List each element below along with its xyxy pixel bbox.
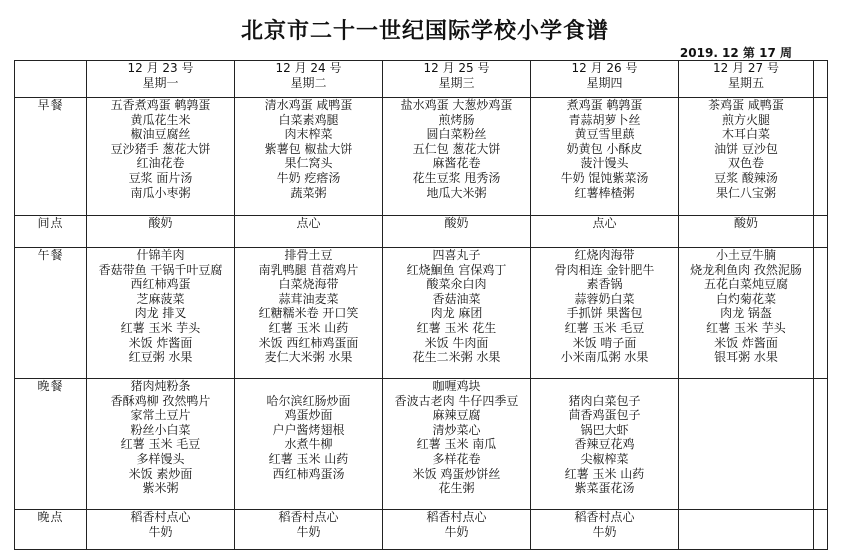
dish-line: 麻辣豆腐 (432, 408, 481, 423)
day-weekday: 星期一 (142, 76, 179, 90)
menu-cell (383, 379, 531, 510)
meal-label: 晚点 (15, 510, 87, 550)
dish-line: 红薯 玉米 芋头 (120, 320, 201, 335)
dish-line: 南乳鸭腿 苜蓿鸡片 (258, 262, 359, 277)
day-weekday: 星期二 (290, 76, 327, 90)
dish-line: 小米南瓜粥 水果 (560, 350, 649, 365)
dish-line (531, 379, 678, 394)
dish-line: 香波古老肉 牛仔四季豆 (394, 393, 519, 408)
dish-line: 粉丝小白菜 (130, 422, 191, 437)
day-header (235, 61, 383, 98)
dish-line: 水煮牛柳 (284, 437, 333, 452)
dish-line: 黄瓜花生米 (130, 112, 191, 127)
dish-line: 红薯 玉米 山药 (268, 320, 349, 335)
dish-line: 茶鸡蛋 咸鸭蛋 (708, 98, 784, 112)
dish-line: 香辣豆花鸡 (574, 437, 635, 452)
dish-line: 肉末榨菜 (284, 127, 333, 142)
dish-line: 家常土豆片 (130, 408, 191, 423)
meal-label: 晚餐 (15, 379, 87, 510)
dish-line: 红薯 玉米 芋头 (706, 320, 786, 335)
menu-cell (383, 248, 531, 379)
meal-row (15, 98, 828, 216)
dish-line: 牛奶 (592, 524, 617, 539)
dish-line: 麻酱花卷 (432, 156, 481, 171)
edge-cell (814, 61, 828, 98)
dish-line: 红糖糯米卷 开口笑 (258, 306, 359, 321)
dish-line: 蒜茸油麦菜 (278, 291, 339, 306)
dish-line: 稻香村点心 (278, 510, 339, 524)
menu-cell: 酸奶 (679, 216, 814, 248)
dish-line: 红豆粥 水果 (128, 350, 193, 365)
menu-cell (87, 510, 235, 550)
dish-line: 米饭 啃子面 (572, 335, 637, 350)
dish-line: 银耳粥 水果 (714, 350, 778, 365)
menu-cell (679, 98, 814, 216)
dish-line: 花生豆浆 甩秀汤 (412, 170, 501, 185)
dish-line: 烧龙利鱼肉 孜然泥肠 (690, 262, 802, 277)
dish-line: 豆浆 面片汤 (128, 170, 193, 185)
meal-row (15, 510, 828, 550)
dish-line: 双色卷 (727, 156, 764, 171)
menu-cell (235, 98, 383, 216)
dish-line: 哈尔滨红肠炒面 (266, 393, 351, 408)
dish-line: 米饭 炸酱面 (714, 335, 778, 350)
menu-cell: 酸奶 (383, 216, 531, 248)
dish-line: 果仁窝头 (284, 156, 333, 171)
dish-line (235, 481, 382, 496)
dish-line: 米饭 素炒面 (128, 466, 193, 481)
meal-row (15, 216, 828, 248)
day-header (679, 61, 814, 98)
dish-line: 蔬菜粥 (290, 185, 327, 200)
dish-line: 多样馒头 (136, 451, 185, 466)
dish-line: 红薯棒楂粥 (574, 185, 635, 200)
dish-line: 米饭 炸酱面 (128, 335, 193, 350)
dish-line: 牛奶 馄饨紫菜汤 (560, 170, 649, 185)
dish-line: 清水鸡蛋 咸鸭蛋 (264, 98, 353, 112)
dish-line: 芝麻菠菜 (136, 291, 185, 306)
day-date: 12 月 27 号 (713, 61, 779, 75)
week-period: 2019. 12 第 17 周 (679, 46, 792, 60)
menu-cell (235, 248, 383, 379)
edge-cell (814, 379, 828, 510)
dish-line: 花生二米粥 水果 (412, 350, 501, 365)
dish-line: 肉龙 排叉 (134, 306, 187, 321)
menu-cell (87, 98, 235, 216)
dish-line: 稻香村点心 (574, 510, 635, 524)
dish-line: 咖喱鸡块 (432, 379, 481, 393)
dish-line: 茴香鸡蛋包子 (568, 408, 641, 423)
dish-line: 白灼菊花菜 (715, 291, 776, 306)
dish-line: 稻香村点心 (426, 510, 487, 524)
dish-line: 户户酱烤翅根 (272, 422, 345, 437)
edge-cell (814, 216, 828, 248)
dish-line: 煮鸡蛋 鹌鹑蛋 (566, 98, 643, 112)
dish-line: 奶黄包 小酥皮 (566, 141, 643, 156)
dish-line: 五花白菜炖豆腐 (703, 277, 788, 292)
dish-line: 尖椒榨菜 (580, 451, 629, 466)
dish-line: 红油花卷 (136, 156, 185, 171)
dish-line: 紫米粥 (142, 481, 179, 496)
menu-title: 北京市二十一世纪国际学校小学食谱 (240, 19, 609, 44)
dish-line: 菠汁馒头 (580, 156, 629, 171)
menu-cell (679, 248, 814, 379)
dish-line: 四喜丸子 (432, 248, 481, 262)
meal-label: 早餐 (15, 98, 87, 216)
dish-line: 麦仁大米粥 水果 (264, 350, 353, 365)
meal-label: 间点 (15, 216, 87, 248)
meal-label: 午餐 (15, 248, 87, 379)
dish-line: 猪肉炖粉条 (130, 379, 191, 393)
menu-cell: 酸奶 (87, 216, 235, 248)
dish-line: 牛奶 (444, 524, 469, 539)
dish-line: 稻香村点心 (130, 510, 191, 524)
dish-line: 椒油豆腐丝 (130, 127, 191, 142)
dish-line: 香菇油菜 (432, 291, 481, 306)
dish-line: 煎方火腿 (721, 112, 770, 127)
corner-cell (15, 61, 87, 98)
dish-line: 肉龙 锅盔 (720, 306, 772, 321)
dish-line: 蒜蓉奶白菜 (574, 291, 635, 306)
dish-line: 红烧鮰鱼 宫保鸡丁 (406, 262, 507, 277)
dish-line: 米饭 鸡蛋炒饼丝 (412, 466, 501, 481)
dish-line: 花生粥 (438, 481, 475, 496)
dish-line: 香菇带鱼 干锅千叶豆腐 (98, 262, 223, 277)
edge-cell (814, 98, 828, 216)
menu-cell (531, 379, 679, 510)
dish-line: 紫菜蛋花汤 (574, 481, 635, 496)
dish-line: 鸡蛋炒面 (284, 408, 333, 423)
menu-cell (87, 379, 235, 510)
dish-line: 青蒜胡萝卜丝 (568, 112, 641, 127)
day-header (87, 61, 235, 98)
day-weekday: 星期三 (438, 76, 475, 90)
menu-cell: 点心 (531, 216, 679, 248)
dish-line: 西红柿鸡蛋 (130, 277, 191, 292)
dish-line: 手抓饼 果酱包 (566, 306, 643, 321)
dish-line: 地瓜大米粥 (426, 185, 487, 200)
menu-cell (531, 510, 679, 550)
dish-line: 红烧肉海带 (574, 248, 635, 262)
dish-line: 盐水鸡蛋 大葱炒鸡蛋 (400, 98, 513, 112)
dish-line: 红薯 玉米 山药 (564, 466, 645, 481)
day-date: 12 月 25 号 (423, 61, 490, 75)
dish-line: 五仁包 葱花大饼 (412, 141, 501, 156)
dish-line: 牛奶 疙瘩汤 (276, 170, 341, 185)
meal-row (15, 379, 828, 510)
menu-cell (383, 510, 531, 550)
dish-line: 木耳白菜 (721, 127, 770, 142)
day-date: 12 月 23 号 (127, 61, 194, 75)
header-row (15, 61, 828, 98)
dish-line: 红薯 玉米 山药 (268, 451, 349, 466)
dish-line: 骨肉相连 金针肥牛 (554, 262, 655, 277)
day-weekday: 星期五 (727, 76, 764, 90)
menu-cell (679, 379, 814, 510)
dish-line: 圆白菜粉丝 (426, 127, 487, 142)
dish-line: 牛奶 (148, 524, 173, 539)
dish-line: 酸菜氽白肉 (426, 277, 487, 292)
dish-line: 黄豆雪里蕻 (574, 127, 635, 142)
menu-cell: 点心 (235, 216, 383, 248)
dish-line: 西红柿鸡蛋汤 (272, 466, 345, 481)
dish-line: 猪肉白菜包子 (568, 393, 641, 408)
dish-line: 白菜素鸡腿 (278, 112, 339, 127)
dish-line: 红薯 玉米 花生 (416, 320, 497, 335)
menu-cell (235, 510, 383, 550)
dish-line: 白菜烧海带 (278, 277, 339, 292)
dish-line: 米饭 西红柿鸡蛋面 (258, 335, 359, 350)
menu-cell (87, 248, 235, 379)
dish-line: 肉龙 麻团 (430, 306, 483, 321)
menu-cell (531, 98, 679, 216)
dish-line: 煎烤肠 (438, 112, 475, 127)
dish-line: 什锦羊肉 (136, 248, 185, 262)
menu-table (14, 60, 828, 550)
day-date: 12 月 26 号 (571, 61, 638, 75)
day-weekday: 星期四 (586, 76, 623, 90)
dish-line (235, 379, 382, 394)
edge-cell (814, 248, 828, 379)
dish-line: 红薯 玉米 南瓜 (416, 437, 497, 452)
dish-line: 豆沙猪手 葱花大饼 (110, 141, 211, 156)
dish-line: 油饼 豆沙包 (714, 141, 778, 156)
dish-line: 锅巴大虾 (580, 422, 629, 437)
day-header (383, 61, 531, 98)
dish-line: 红薯 玉米 毛豆 (120, 437, 201, 452)
dish-line: 香酥鸡柳 孜然鸭片 (110, 393, 211, 408)
dish-line: 南瓜小枣粥 (130, 185, 191, 200)
menu-cell (383, 98, 531, 216)
dish-line: 清炒菜心 (432, 422, 481, 437)
edge-cell (814, 510, 828, 550)
dish-line: 排骨土豆 (284, 248, 333, 262)
dish-line: 素香锅 (586, 277, 623, 292)
dish-line: 多样花卷 (432, 451, 481, 466)
dish-line: 米饭 牛肉面 (424, 335, 489, 350)
menu-cell (679, 510, 814, 550)
dish-line: 红薯 玉米 毛豆 (564, 320, 645, 335)
dish-line: 紫薯包 椒盐大饼 (264, 141, 353, 156)
day-date: 12 月 24 号 (275, 61, 342, 75)
dish-line: 五香煮鸡蛋 鹌鹑蛋 (110, 98, 211, 112)
dish-line: 牛奶 (296, 524, 321, 539)
dish-line: 果仁八宝粥 (715, 185, 776, 200)
menu-cell (235, 379, 383, 510)
menu-cell (531, 248, 679, 379)
dish-line: 豆浆 酸辣汤 (714, 170, 778, 185)
day-header (531, 61, 679, 98)
meal-row (15, 248, 828, 379)
dish-line: 小土豆牛腩 (715, 248, 776, 262)
